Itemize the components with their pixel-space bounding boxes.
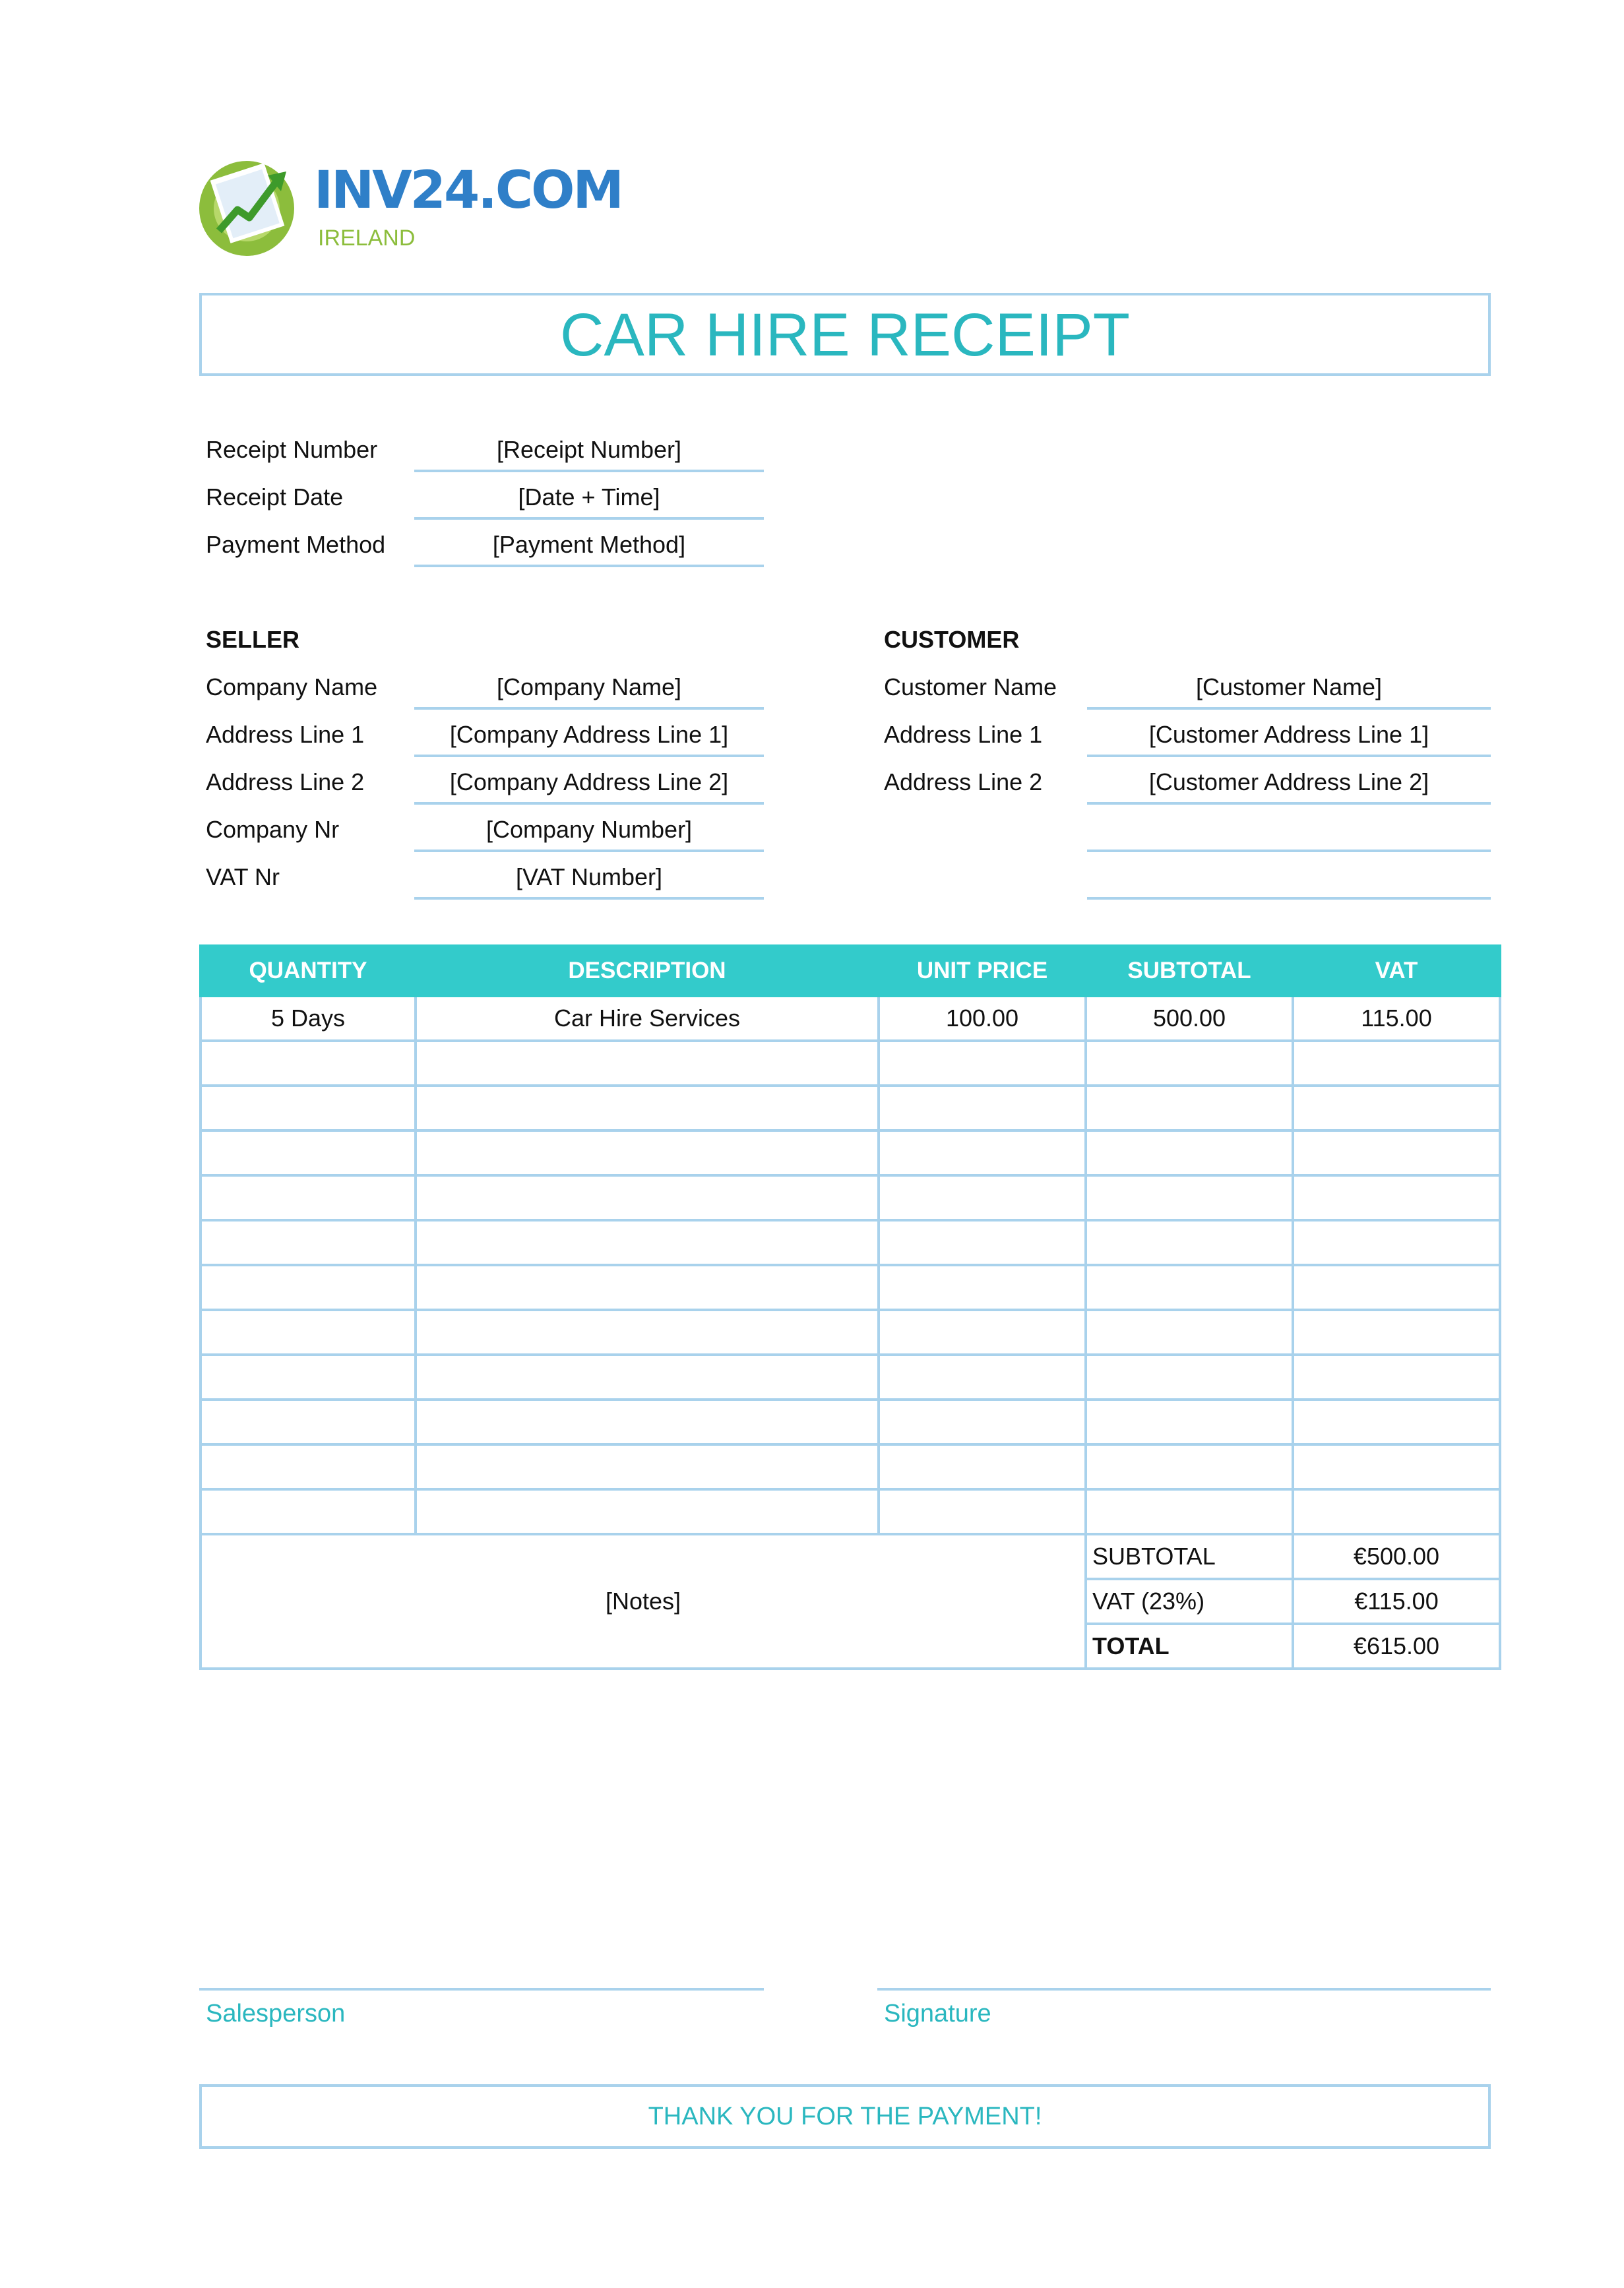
vat-cell[interactable]	[1293, 1041, 1500, 1086]
quantity-cell[interactable]	[201, 1041, 416, 1086]
description-cell[interactable]	[416, 1400, 879, 1444]
quantity-cell[interactable]	[201, 1310, 416, 1355]
subtotal-cell[interactable]	[1086, 1444, 1293, 1489]
description-cell[interactable]	[416, 1310, 879, 1355]
quantity-cell[interactable]	[201, 1400, 416, 1444]
description-cell[interactable]	[416, 1355, 879, 1400]
quantity-cell[interactable]	[201, 1086, 416, 1130]
unit-price-cell[interactable]	[879, 1041, 1086, 1086]
title-box	[199, 293, 1491, 376]
subtotal-label: SUBTOTAL	[1086, 1534, 1293, 1579]
unit-price-cell[interactable]	[879, 1220, 1086, 1265]
seller-address-2-label: Address Line 2	[206, 768, 365, 795]
table-row	[201, 1265, 1500, 1310]
description-cell[interactable]	[416, 1220, 879, 1265]
logo-country-text: IRELAND	[318, 226, 416, 251]
table-row	[201, 1086, 1500, 1130]
vat-value: €115.00	[1293, 1579, 1500, 1624]
seller-address-1-field[interactable]: [Company Address Line 1]	[414, 712, 764, 757]
vat-cell[interactable]	[1293, 1400, 1500, 1444]
notes-field[interactable]: [Notes]	[201, 1534, 1086, 1669]
customer-extra-field-1[interactable]	[1087, 807, 1491, 852]
quantity-cell[interactable]: 5 Days	[201, 996, 416, 1041]
vat-cell[interactable]	[1293, 1444, 1500, 1489]
vat-label: VAT (23%)	[1086, 1579, 1293, 1624]
seller-company-nr-label: Company Nr	[206, 816, 340, 843]
subtotal-cell[interactable]	[1086, 1400, 1293, 1444]
vat-header: VAT	[1293, 946, 1500, 996]
table-row	[201, 996, 1500, 1041]
seller-heading: SELLER	[206, 626, 300, 653]
quantity-cell[interactable]	[201, 1489, 416, 1534]
vat-cell[interactable]	[1293, 1086, 1500, 1130]
seller-company-name-label: Company Name	[206, 673, 378, 700]
quantity-cell[interactable]	[201, 1444, 416, 1489]
subtotal-cell[interactable]: 500.00	[1086, 996, 1293, 1041]
customer-address-1-label: Address Line 1	[884, 721, 1043, 748]
seller-company-name-field[interactable]: [Company Name]	[414, 665, 764, 710]
subtotal-cell[interactable]	[1086, 1086, 1293, 1130]
subtotal-cell[interactable]	[1086, 1220, 1293, 1265]
quantity-header: QUANTITY	[201, 946, 416, 996]
unit-price-cell[interactable]	[879, 1355, 1086, 1400]
receipt-number-label: Receipt Number	[206, 436, 378, 463]
description-cell[interactable]	[416, 1086, 879, 1130]
quantity-cell[interactable]	[201, 1130, 416, 1175]
vat-cell[interactable]	[1293, 1265, 1500, 1310]
subtotal-cell[interactable]	[1086, 1175, 1293, 1220]
subtotal-cell[interactable]	[1086, 1130, 1293, 1175]
seller-vat-nr-field[interactable]: [VAT Number]	[414, 855, 764, 900]
unit-price-cell[interactable]	[879, 1310, 1086, 1355]
logo-brand-text: INV24.COM	[314, 161, 623, 220]
table-row	[201, 1400, 1500, 1444]
unit-price-cell[interactable]	[879, 1444, 1086, 1489]
thank-you-text: THANK YOU FOR THE PAYMENT!	[648, 2103, 1042, 2130]
customer-extra-field-2[interactable]	[1087, 855, 1491, 900]
receipt-date-label: Receipt Date	[206, 483, 344, 510]
customer-address-1-field[interactable]: [Customer Address Line 1]	[1087, 712, 1491, 757]
total-label: TOTAL	[1086, 1624, 1293, 1669]
table-row	[201, 1041, 1500, 1086]
vat-cell[interactable]	[1293, 1355, 1500, 1400]
thank-you-banner	[199, 2084, 1491, 2149]
vat-cell[interactable]	[1293, 1175, 1500, 1220]
receipt-date-field[interactable]: [Date + Time]	[414, 475, 764, 520]
description-cell[interactable]	[416, 1041, 879, 1086]
table-row	[201, 1444, 1500, 1489]
vat-cell[interactable]	[1293, 1220, 1500, 1265]
unit-price-cell[interactable]	[879, 1400, 1086, 1444]
seller-address-1-label: Address Line 1	[206, 721, 365, 748]
description-cell[interactable]	[416, 1265, 879, 1310]
quantity-cell[interactable]	[201, 1220, 416, 1265]
quantity-cell[interactable]	[201, 1175, 416, 1220]
seller-vat-nr-label: VAT Nr	[206, 863, 280, 890]
unit-price-cell[interactable]	[879, 1086, 1086, 1130]
table-row	[201, 1130, 1500, 1175]
customer-name-field[interactable]: [Customer Name]	[1087, 665, 1491, 710]
subtotal-cell[interactable]	[1086, 1355, 1293, 1400]
quantity-cell[interactable]	[201, 1355, 416, 1400]
customer-name-label: Customer Name	[884, 673, 1057, 700]
signature-label: Signature	[884, 2000, 991, 2027]
company-logo	[197, 153, 623, 259]
signature-line	[877, 1988, 1491, 1991]
customer-heading: CUSTOMER	[884, 626, 1020, 653]
description-cell[interactable]	[416, 1489, 879, 1534]
description-cell[interactable]	[416, 1175, 879, 1220]
table-header-row	[201, 946, 1500, 996]
seller-address-2-field[interactable]: [Company Address Line 2]	[414, 760, 764, 805]
vat-cell[interactable]	[1293, 1310, 1500, 1355]
vat-cell[interactable]	[1293, 1489, 1500, 1534]
subtotal-cell[interactable]	[1086, 1265, 1293, 1310]
subtotal-cell[interactable]	[1086, 1041, 1293, 1086]
unit-price-header: UNIT PRICE	[879, 946, 1086, 996]
chart-arrow-logo-icon	[197, 153, 302, 259]
table-row	[201, 1310, 1500, 1355]
document-title: CAR HIRE RECEIPT	[560, 301, 1130, 369]
table-row	[201, 1489, 1500, 1534]
subtotal-row	[201, 1534, 1500, 1579]
description-cell[interactable]	[416, 1444, 879, 1489]
unit-price-cell[interactable]	[879, 1489, 1086, 1534]
description-cell[interactable]: Car Hire Services	[416, 996, 879, 1041]
payment-method-field[interactable]: [Payment Method]	[414, 522, 764, 567]
vat-cell[interactable]: 115.00	[1293, 996, 1500, 1041]
line-items-table	[199, 944, 1501, 1670]
table-row	[201, 1355, 1500, 1400]
salesperson-line	[199, 1988, 764, 1991]
unit-price-cell[interactable]	[879, 1265, 1086, 1310]
unit-price-cell[interactable]: 100.00	[879, 996, 1086, 1041]
table-row	[201, 1175, 1500, 1220]
total-value: €615.00	[1293, 1624, 1500, 1669]
receipt-number-field[interactable]: [Receipt Number]	[414, 427, 764, 472]
description-header: DESCRIPTION	[416, 946, 879, 996]
table-row	[201, 1220, 1500, 1265]
unit-price-cell[interactable]	[879, 1130, 1086, 1175]
subtotal-cell[interactable]	[1086, 1489, 1293, 1534]
subtotal-cell[interactable]	[1086, 1310, 1293, 1355]
customer-address-2-label: Address Line 2	[884, 768, 1043, 795]
subtotal-value: €500.00	[1293, 1534, 1500, 1579]
unit-price-cell[interactable]	[879, 1175, 1086, 1220]
subtotal-header: SUBTOTAL	[1086, 946, 1293, 996]
salesperson-label: Salesperson	[206, 2000, 346, 2027]
vat-cell[interactable]	[1293, 1130, 1500, 1175]
customer-address-2-field[interactable]: [Customer Address Line 2]	[1087, 760, 1491, 805]
description-cell[interactable]	[416, 1130, 879, 1175]
payment-method-label: Payment Method	[206, 531, 386, 558]
seller-company-nr-field[interactable]: [Company Number]	[414, 807, 764, 852]
quantity-cell[interactable]	[201, 1265, 416, 1310]
